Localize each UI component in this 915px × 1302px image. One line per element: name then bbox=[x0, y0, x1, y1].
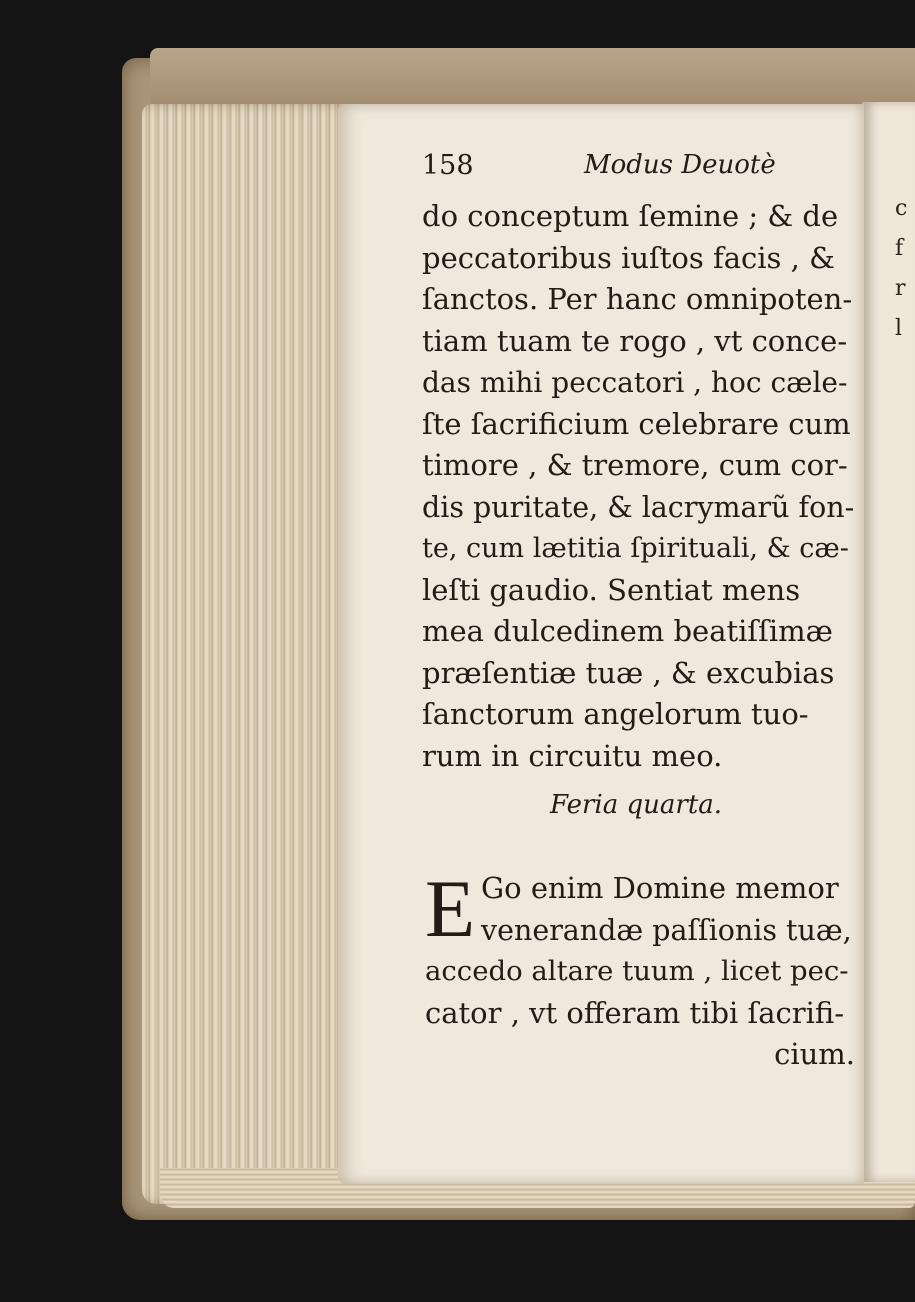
text-line: rum in circuitu meo. bbox=[422, 738, 723, 773]
book-cover-top-edge bbox=[150, 48, 915, 106]
text-line: Go enim Domine memor bbox=[481, 871, 839, 905]
paragraph-1 bbox=[422, 196, 854, 777]
drop-capital: E bbox=[425, 863, 476, 954]
text-line: leſti gaudio. Sentiat mens bbox=[422, 572, 801, 607]
facing-page-letter: l bbox=[895, 316, 903, 341]
paragraph-2 bbox=[425, 863, 855, 1076]
text-line: accedo altare tuum , licet pec- bbox=[425, 955, 849, 987]
text-line: ſte ſacrificium celebrare cum bbox=[422, 406, 851, 441]
text-line: das mihi peccatori , hoc cæle- bbox=[422, 366, 848, 399]
facing-page-letter: f bbox=[895, 236, 904, 261]
text-line: mea dulcedinem beatiſſimæ bbox=[422, 614, 833, 648]
running-head: Modus Deuotè bbox=[584, 150, 776, 180]
page-text bbox=[422, 150, 854, 777]
facing-page bbox=[862, 102, 915, 1182]
text-line: tiam tuam te rogo , vt conce- bbox=[422, 323, 848, 358]
page-number: 158 bbox=[422, 150, 474, 181]
text-line: cium. bbox=[774, 1037, 855, 1071]
page-edges-stack bbox=[142, 104, 352, 1204]
text-line: venerandæ paſſionis tuæ, bbox=[481, 913, 852, 947]
page-header bbox=[422, 150, 854, 196]
section-heading: Feria quarta. bbox=[550, 790, 723, 820]
facing-page-letter: c bbox=[895, 196, 908, 221]
text-line: timore , & tremore, cum cor- bbox=[422, 448, 848, 482]
text-line: ſanctorum angelorum tuo- bbox=[422, 697, 809, 731]
text-line: præſentiæ tuæ , & excubias bbox=[422, 655, 835, 690]
text-line: cator , vt offeram tibi ſacrifi- bbox=[425, 995, 845, 1030]
text-line: do conceptum ſemine ; & de bbox=[422, 199, 839, 233]
text-line: ſanctos. Per hanc omnipoten- bbox=[422, 282, 853, 316]
text-line: te, cum lætitia ſpirituali, & cæ- bbox=[422, 533, 849, 564]
facing-page-letter: r bbox=[895, 276, 906, 301]
text-line: peccatoribus iuſtos facis , & bbox=[422, 240, 835, 275]
text-line: dis puritate, & lacrymarũ fon- bbox=[422, 490, 855, 524]
